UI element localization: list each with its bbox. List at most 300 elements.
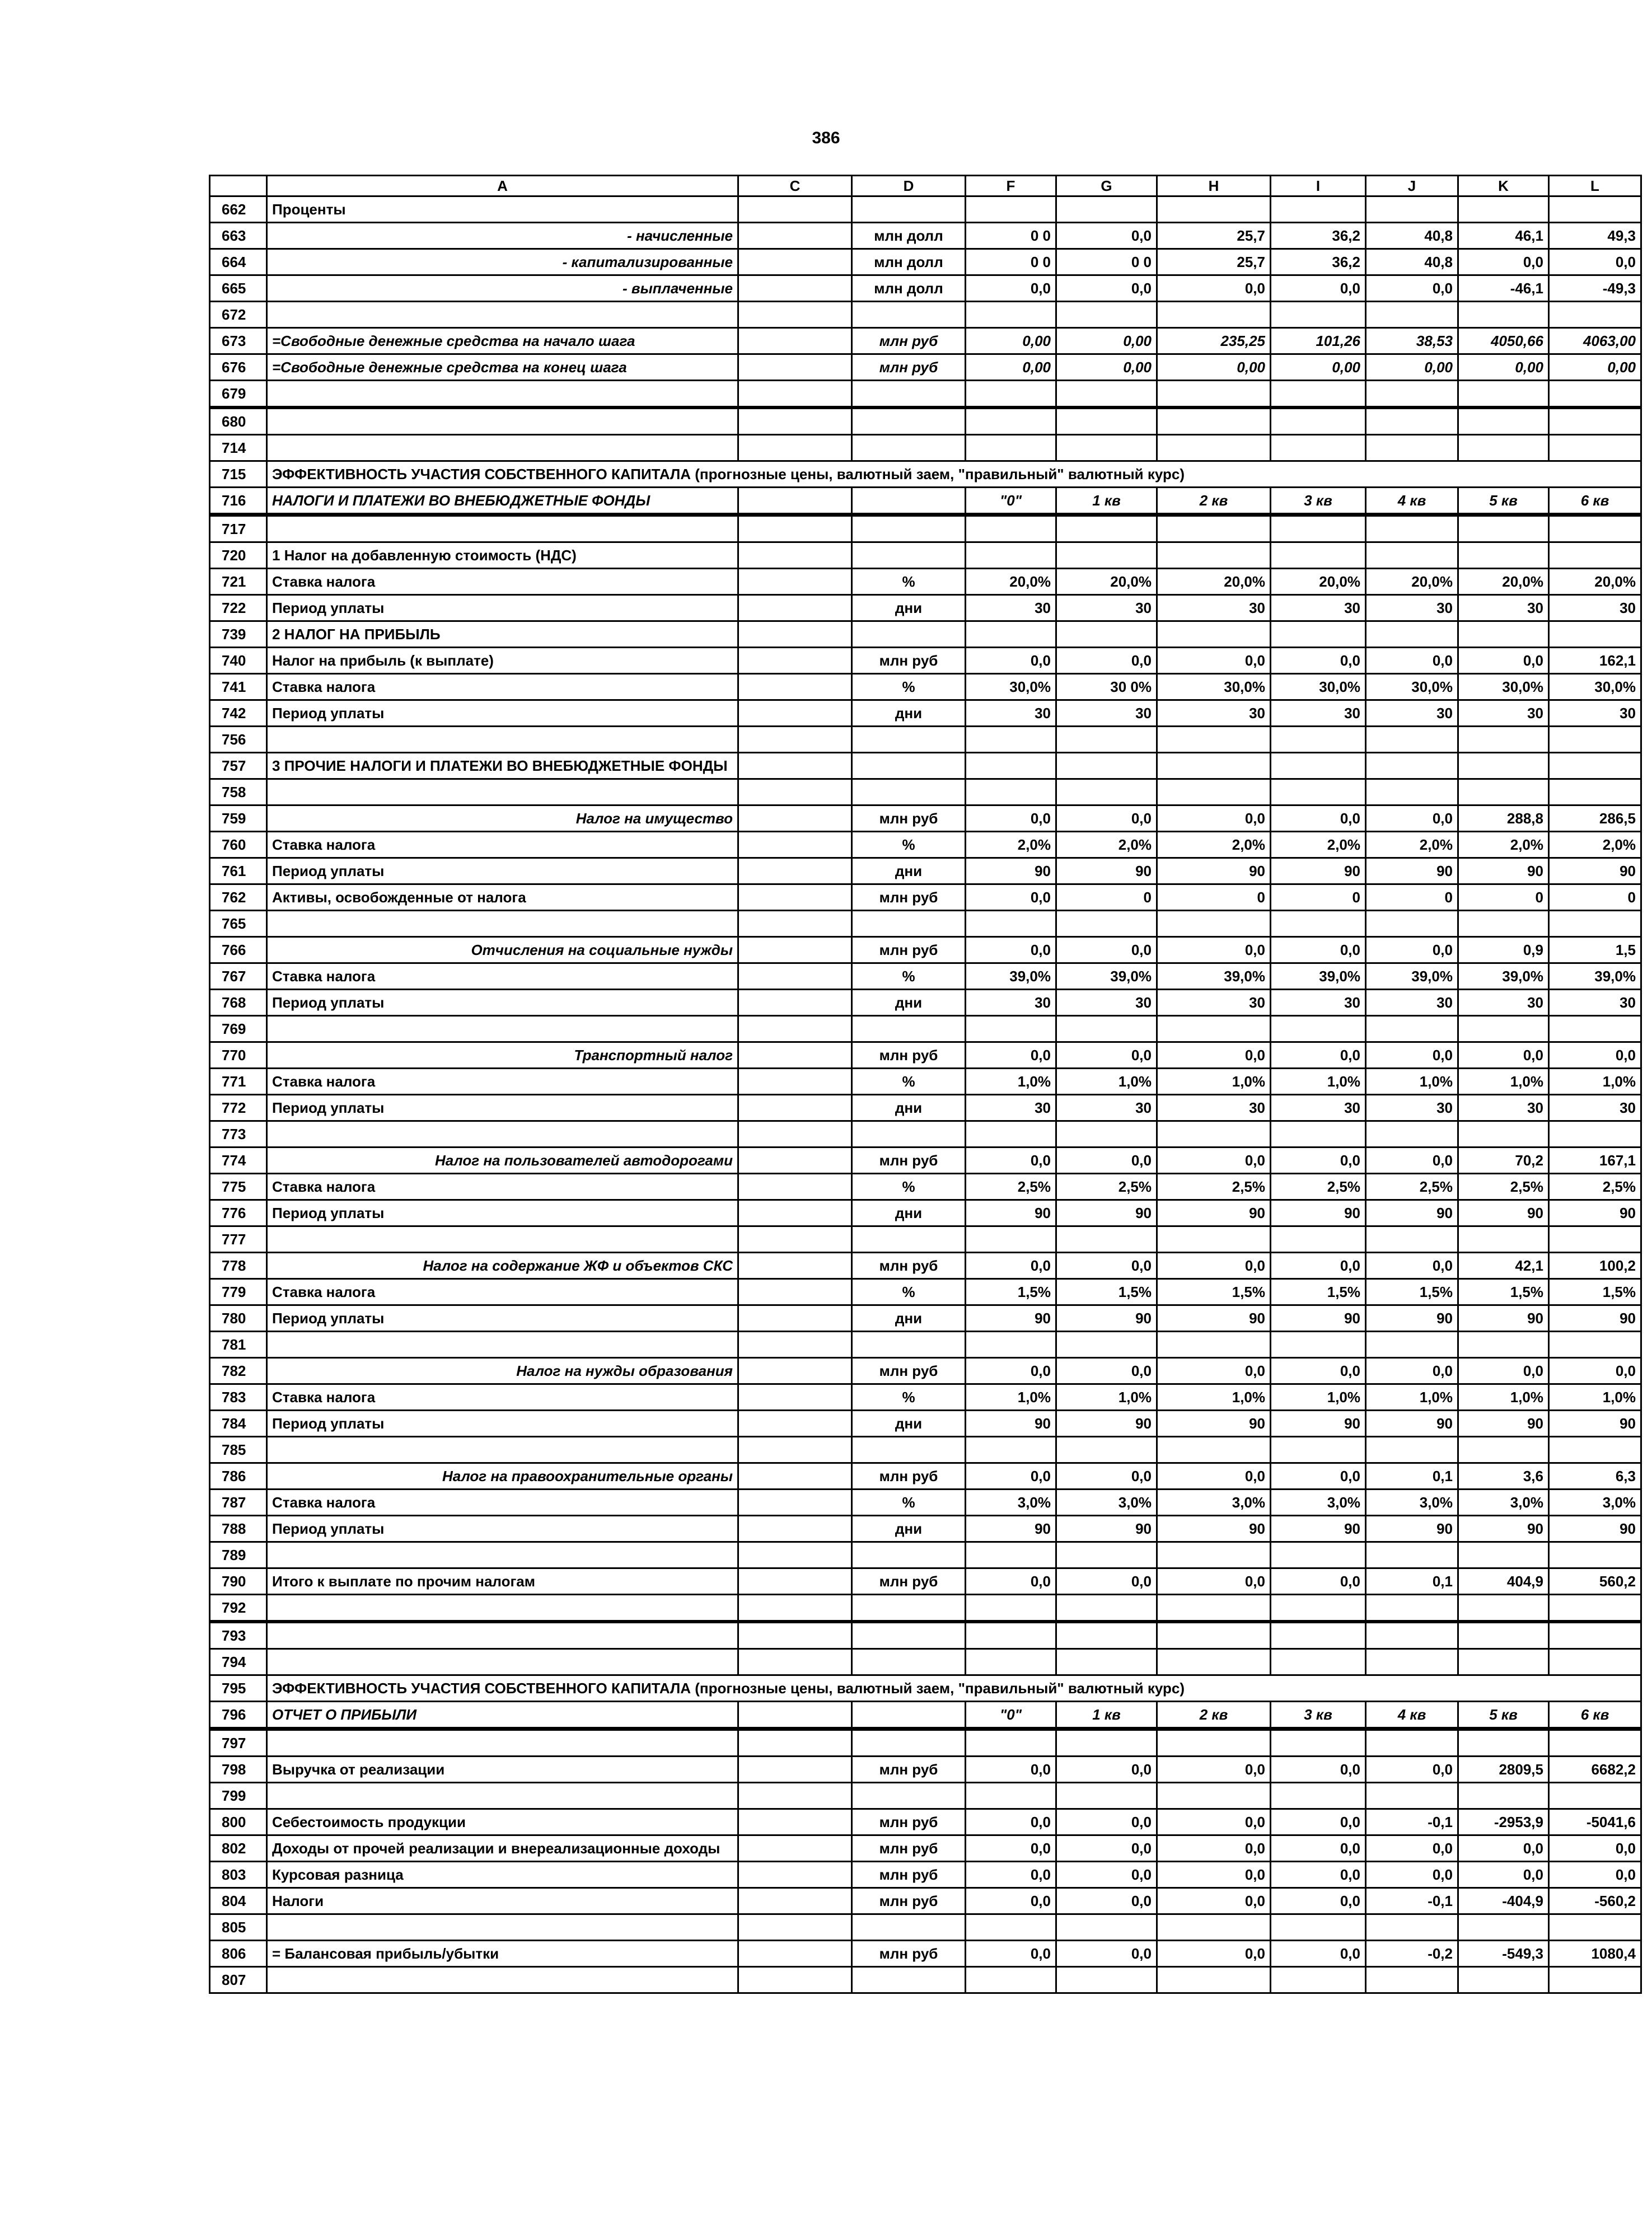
value-cell[interactable] <box>1271 1595 1366 1622</box>
value-cell[interactable] <box>1458 1332 1549 1358</box>
value-cell[interactable]: 0,0 <box>966 1941 1056 1967</box>
value-cell[interactable] <box>1271 1437 1366 1463</box>
value-cell[interactable]: 0,0 <box>966 805 1056 832</box>
value-cell[interactable] <box>1549 1729 1641 1757</box>
value-cell[interactable]: 30 <box>1056 595 1157 621</box>
value-cell[interactable] <box>1157 1226 1271 1253</box>
row-number[interactable]: 672 <box>210 302 267 328</box>
value-cell[interactable] <box>1157 1016 1271 1042</box>
value-cell[interactable] <box>1157 727 1271 753</box>
value-cell[interactable] <box>1458 196 1549 223</box>
value-cell[interactable]: 2,0% <box>1157 832 1271 858</box>
value-cell[interactable]: 30 <box>1271 700 1366 727</box>
row-number[interactable]: 800 <box>210 1809 267 1835</box>
value-cell[interactable]: 0,0 <box>1157 1042 1271 1069</box>
value-cell[interactable]: 36,2 <box>1271 249 1366 275</box>
cell-c[interactable] <box>738 249 852 275</box>
unit-cell[interactable]: млн долл <box>852 223 966 249</box>
row-number[interactable]: 783 <box>210 1384 267 1411</box>
value-cell[interactable]: 1,0% <box>1549 1069 1641 1095</box>
value-cell[interactable]: 39,0% <box>966 963 1056 990</box>
value-cell[interactable] <box>1271 1332 1366 1358</box>
value-cell[interactable]: 0,0 <box>1056 1042 1157 1069</box>
cell-c[interactable] <box>738 488 852 515</box>
value-cell[interactable] <box>966 1542 1056 1568</box>
row-label-cell[interactable] <box>267 1729 738 1757</box>
value-cell[interactable]: 90 <box>1271 1411 1366 1437</box>
cell-c[interactable] <box>738 963 852 990</box>
cell-c[interactable] <box>738 381 852 408</box>
value-cell[interactable] <box>1458 911 1549 937</box>
row-number[interactable]: 762 <box>210 884 267 911</box>
value-cell[interactable]: 1,0% <box>1271 1069 1366 1095</box>
row-number[interactable]: 717 <box>210 515 267 542</box>
value-cell[interactable]: 3,0% <box>1271 1490 1366 1516</box>
value-cell[interactable]: 0,0 <box>1157 1463 1271 1490</box>
value-cell[interactable]: 0,0 <box>966 1358 1056 1384</box>
value-cell[interactable]: 0,0 <box>966 1835 1056 1862</box>
row-label-cell[interactable]: ЭФФЕКТИВНОСТЬ УЧАСТИЯ СОБСТВЕННОГО КАПИТАЛА (прогнозные цены, валютный заем, "правильный" валютный курс) <box>267 1675 1641 1702</box>
value-cell[interactable] <box>1458 1542 1549 1568</box>
value-cell[interactable]: 0 0 <box>966 223 1056 249</box>
value-cell[interactable]: 288,8 <box>1458 805 1549 832</box>
value-cell[interactable]: 0,0 <box>1366 1862 1458 1888</box>
value-cell[interactable] <box>966 515 1056 542</box>
value-cell[interactable]: 25,7 <box>1157 223 1271 249</box>
value-cell[interactable]: 90 <box>1157 858 1271 884</box>
column-header[interactable]: H <box>1157 176 1271 196</box>
value-cell[interactable]: 6,3 <box>1549 1463 1641 1490</box>
value-cell[interactable]: 3,6 <box>1458 1463 1549 1490</box>
unit-cell[interactable]: дни <box>852 700 966 727</box>
value-cell[interactable]: 1,0% <box>1157 1069 1271 1095</box>
value-cell[interactable]: 30 <box>1056 1095 1157 1121</box>
period-header-cell[interactable]: 6 кв <box>1549 1702 1641 1729</box>
value-cell[interactable]: 20,0% <box>1549 569 1641 595</box>
value-cell[interactable] <box>1549 1967 1641 1993</box>
value-cell[interactable]: 1,5% <box>1458 1279 1549 1305</box>
cell-c[interactable] <box>738 223 852 249</box>
value-cell[interactable]: -0,2 <box>1366 1941 1458 1967</box>
value-cell[interactable]: 70,2 <box>1458 1148 1549 1174</box>
cell-c[interactable] <box>738 1016 852 1042</box>
value-cell[interactable]: 0,0 <box>1271 1253 1366 1279</box>
value-cell[interactable]: 90 <box>1549 858 1641 884</box>
unit-cell[interactable] <box>852 1437 966 1463</box>
cell-c[interactable] <box>738 328 852 354</box>
row-label-cell[interactable] <box>267 408 738 435</box>
value-cell[interactable] <box>1271 1649 1366 1675</box>
cell-c[interactable] <box>738 621 852 648</box>
value-cell[interactable]: 0,0 <box>1271 937 1366 963</box>
value-cell[interactable]: 90 <box>1271 1200 1366 1226</box>
row-number[interactable]: 794 <box>210 1649 267 1675</box>
unit-cell[interactable] <box>852 911 966 937</box>
cell-c[interactable] <box>738 1941 852 1967</box>
value-cell[interactable] <box>1056 1967 1157 1993</box>
value-cell[interactable]: 3,0% <box>966 1490 1056 1516</box>
row-number[interactable]: 792 <box>210 1595 267 1622</box>
value-cell[interactable] <box>1458 727 1549 753</box>
value-cell[interactable]: 0,00 <box>1271 354 1366 381</box>
value-cell[interactable]: 2809,5 <box>1458 1757 1549 1783</box>
row-number[interactable]: 777 <box>210 1226 267 1253</box>
row-label-cell[interactable] <box>267 779 738 805</box>
value-cell[interactable] <box>1157 542 1271 569</box>
cell-c[interactable] <box>738 595 852 621</box>
unit-cell[interactable] <box>852 1121 966 1148</box>
value-cell[interactable]: 30,0% <box>966 674 1056 700</box>
value-cell[interactable]: 30 <box>966 700 1056 727</box>
value-cell[interactable] <box>966 1729 1056 1757</box>
unit-cell[interactable] <box>852 381 966 408</box>
unit-cell[interactable] <box>852 753 966 779</box>
value-cell[interactable] <box>1366 381 1458 408</box>
value-cell[interactable] <box>1056 1226 1157 1253</box>
unit-cell[interactable]: дни <box>852 1200 966 1226</box>
value-cell[interactable] <box>1549 753 1641 779</box>
cell-c[interactable] <box>738 1042 852 1069</box>
value-cell[interactable]: 2,0% <box>1366 832 1458 858</box>
value-cell[interactable]: 0,0 <box>1271 1568 1366 1595</box>
row-number[interactable]: 781 <box>210 1332 267 1358</box>
row-label-cell[interactable]: Период уплаты <box>267 595 738 621</box>
value-cell[interactable]: 100,2 <box>1549 1253 1641 1279</box>
cell-c[interactable] <box>738 275 852 302</box>
value-cell[interactable]: 2,5% <box>1157 1174 1271 1200</box>
unit-cell[interactable] <box>852 621 966 648</box>
row-number[interactable]: 798 <box>210 1757 267 1783</box>
value-cell[interactable]: 0,00 <box>966 328 1056 354</box>
row-number[interactable]: 784 <box>210 1411 267 1437</box>
value-cell[interactable]: 0,0 <box>1056 1809 1157 1835</box>
unit-cell[interactable]: дни <box>852 595 966 621</box>
value-cell[interactable] <box>966 1622 1056 1649</box>
value-cell[interactable] <box>1366 1542 1458 1568</box>
cell-c[interactable] <box>738 884 852 911</box>
value-cell[interactable]: 0,0 <box>1157 1757 1271 1783</box>
cell-c[interactable] <box>738 648 852 674</box>
value-cell[interactable]: 1,5% <box>1366 1279 1458 1305</box>
row-number[interactable]: 774 <box>210 1148 267 1174</box>
value-cell[interactable]: 3,0% <box>1056 1490 1157 1516</box>
value-cell[interactable]: 90 <box>1366 1411 1458 1437</box>
unit-cell[interactable]: млн долл <box>852 275 966 302</box>
unit-cell[interactable]: % <box>852 1069 966 1095</box>
unit-cell[interactable]: % <box>852 963 966 990</box>
row-label-cell[interactable]: Налог на имущество <box>267 805 738 832</box>
value-cell[interactable]: 0,0 <box>966 1757 1056 1783</box>
value-cell[interactable] <box>1549 408 1641 435</box>
value-cell[interactable] <box>1366 1649 1458 1675</box>
row-label-cell[interactable]: Налоги <box>267 1888 738 1914</box>
value-cell[interactable]: 90 <box>966 1200 1056 1226</box>
row-number[interactable]: 742 <box>210 700 267 727</box>
value-cell[interactable] <box>966 1437 1056 1463</box>
row-number[interactable]: 779 <box>210 1279 267 1305</box>
row-label-cell[interactable]: Период уплаты <box>267 858 738 884</box>
value-cell[interactable] <box>1366 753 1458 779</box>
value-cell[interactable] <box>1549 911 1641 937</box>
row-label-cell[interactable]: Отчисления на социальные нужды <box>267 937 738 963</box>
unit-cell[interactable]: млн руб <box>852 1568 966 1595</box>
value-cell[interactable]: 20,0% <box>1056 569 1157 595</box>
row-number[interactable]: 787 <box>210 1490 267 1516</box>
value-cell[interactable]: 0,0 <box>1271 805 1366 832</box>
value-cell[interactable] <box>1366 1226 1458 1253</box>
value-cell[interactable]: 0,0 <box>1157 648 1271 674</box>
value-cell[interactable]: 90 <box>1458 1411 1549 1437</box>
value-cell[interactable] <box>1056 381 1157 408</box>
unit-cell[interactable] <box>852 435 966 461</box>
value-cell[interactable] <box>1458 542 1549 569</box>
value-cell[interactable]: 0,0 <box>1366 1148 1458 1174</box>
value-cell[interactable]: 1,5 <box>1549 937 1641 963</box>
value-cell[interactable]: 0,0 <box>1056 1148 1157 1174</box>
row-number[interactable]: 772 <box>210 1095 267 1121</box>
value-cell[interactable] <box>1056 196 1157 223</box>
value-cell[interactable]: 235,25 <box>1157 328 1271 354</box>
cell-c[interactable] <box>738 515 852 542</box>
row-number[interactable]: 741 <box>210 674 267 700</box>
value-cell[interactable]: 30 <box>1458 1095 1549 1121</box>
value-cell[interactable]: 1,5% <box>1056 1279 1157 1305</box>
value-cell[interactable] <box>1056 1649 1157 1675</box>
value-cell[interactable]: 90 <box>1458 1516 1549 1542</box>
row-label-cell[interactable] <box>267 1967 738 1993</box>
row-number[interactable]: 795 <box>210 1675 267 1702</box>
value-cell[interactable]: 1,0% <box>1157 1384 1271 1411</box>
value-cell[interactable]: 90 <box>966 858 1056 884</box>
value-cell[interactable]: 560,2 <box>1549 1568 1641 1595</box>
row-number[interactable]: 776 <box>210 1200 267 1226</box>
row-label-cell[interactable] <box>267 1914 738 1941</box>
value-cell[interactable]: 90 <box>1157 1516 1271 1542</box>
value-cell[interactable]: 0,0 <box>1056 223 1157 249</box>
row-number[interactable]: 756 <box>210 727 267 753</box>
value-cell[interactable]: 0,0 <box>1056 275 1157 302</box>
cell-c[interactable] <box>738 1253 852 1279</box>
row-number[interactable]: 721 <box>210 569 267 595</box>
row-number[interactable]: 740 <box>210 648 267 674</box>
row-label-cell[interactable]: - выплаченные <box>267 275 738 302</box>
unit-cell[interactable]: % <box>852 1279 966 1305</box>
value-cell[interactable]: 2,5% <box>1458 1174 1549 1200</box>
value-cell[interactable]: 0,00 <box>966 354 1056 381</box>
unit-cell[interactable] <box>852 1967 966 1993</box>
value-cell[interactable] <box>1549 542 1641 569</box>
value-cell[interactable]: 0,0 <box>1549 1042 1641 1069</box>
value-cell[interactable]: -2953,9 <box>1458 1809 1549 1835</box>
row-number[interactable]: 761 <box>210 858 267 884</box>
value-cell[interactable]: 0,0 <box>1157 805 1271 832</box>
value-cell[interactable]: 1,0% <box>966 1069 1056 1095</box>
row-label-cell[interactable]: - начисленные <box>267 223 738 249</box>
value-cell[interactable]: 1,0% <box>1458 1069 1549 1095</box>
row-label-cell[interactable]: Ставка налога <box>267 1174 738 1200</box>
row-number[interactable]: 804 <box>210 1888 267 1914</box>
row-number[interactable]: 771 <box>210 1069 267 1095</box>
row-number[interactable]: 797 <box>210 1729 267 1757</box>
row-label-cell[interactable]: Доходы от прочей реализации и внереализационные доходы <box>267 1835 738 1862</box>
value-cell[interactable]: 30 <box>1549 1095 1641 1121</box>
unit-cell[interactable]: % <box>852 1174 966 1200</box>
value-cell[interactable] <box>1549 1226 1641 1253</box>
unit-cell[interactable]: % <box>852 1384 966 1411</box>
unit-cell[interactable] <box>852 1016 966 1042</box>
value-cell[interactable]: 0,0 <box>1157 1253 1271 1279</box>
row-label-cell[interactable] <box>267 302 738 328</box>
row-label-cell[interactable]: Период уплаты <box>267 700 738 727</box>
value-cell[interactable] <box>1549 1016 1641 1042</box>
value-cell[interactable]: 0 <box>1458 884 1549 911</box>
value-cell[interactable]: 0,0 <box>966 1463 1056 1490</box>
value-cell[interactable]: 30,0% <box>1366 674 1458 700</box>
row-label-cell[interactable]: Ставка налога <box>267 1069 738 1095</box>
value-cell[interactable]: 49,3 <box>1549 223 1641 249</box>
row-number[interactable]: 793 <box>210 1622 267 1649</box>
value-cell[interactable]: 0,0 <box>966 884 1056 911</box>
value-cell[interactable]: 1,0% <box>966 1384 1056 1411</box>
cell-c[interactable] <box>738 1490 852 1516</box>
row-number[interactable]: 673 <box>210 328 267 354</box>
value-cell[interactable]: 0,0 <box>1271 1042 1366 1069</box>
value-cell[interactable] <box>1271 302 1366 328</box>
row-label-cell[interactable] <box>267 1649 738 1675</box>
value-cell[interactable]: 39,0% <box>1366 963 1458 990</box>
row-label-cell[interactable] <box>267 515 738 542</box>
value-cell[interactable] <box>1366 435 1458 461</box>
row-number[interactable]: 720 <box>210 542 267 569</box>
value-cell[interactable]: 0 <box>1157 884 1271 911</box>
value-cell[interactable]: 90 <box>966 1305 1056 1332</box>
unit-cell[interactable] <box>852 302 966 328</box>
value-cell[interactable] <box>966 1967 1056 1993</box>
row-label-cell[interactable]: - капитализированные <box>267 249 738 275</box>
value-cell[interactable] <box>1458 515 1549 542</box>
row-number[interactable]: 663 <box>210 223 267 249</box>
value-cell[interactable] <box>1458 1967 1549 1993</box>
unit-cell[interactable]: млн руб <box>852 1941 966 1967</box>
cell-c[interactable] <box>738 753 852 779</box>
value-cell[interactable]: 90 <box>1366 1200 1458 1226</box>
value-cell[interactable]: 0,0 <box>1271 1835 1366 1862</box>
cell-c[interactable] <box>738 858 852 884</box>
value-cell[interactable] <box>1549 1121 1641 1148</box>
value-cell[interactable] <box>1056 515 1157 542</box>
value-cell[interactable]: 0,00 <box>1157 354 1271 381</box>
value-cell[interactable]: 90 <box>1157 1200 1271 1226</box>
row-label-cell[interactable]: =Свободные денежные средства на начало шага <box>267 328 738 354</box>
row-label-cell[interactable]: 2 НАЛОГ НА ПРИБЫЛЬ <box>267 621 738 648</box>
value-cell[interactable]: -0,1 <box>1366 1888 1458 1914</box>
value-cell[interactable] <box>966 1121 1056 1148</box>
unit-cell[interactable] <box>852 1542 966 1568</box>
value-cell[interactable]: 0,0 <box>1458 1358 1549 1384</box>
row-number[interactable]: 665 <box>210 275 267 302</box>
unit-cell[interactable] <box>852 1783 966 1809</box>
value-cell[interactable]: 0,0 <box>966 1148 1056 1174</box>
value-cell[interactable]: 30 <box>1549 700 1641 727</box>
value-cell[interactable] <box>1157 1967 1271 1993</box>
row-label-cell[interactable] <box>267 1226 738 1253</box>
value-cell[interactable] <box>1271 196 1366 223</box>
row-label-cell[interactable]: Период уплаты <box>267 990 738 1016</box>
value-cell[interactable] <box>1271 1622 1366 1649</box>
row-number[interactable]: 803 <box>210 1862 267 1888</box>
value-cell[interactable]: 1,5% <box>966 1279 1056 1305</box>
row-label-cell[interactable] <box>267 911 738 937</box>
row-label-cell[interactable] <box>267 381 738 408</box>
unit-cell[interactable]: млн руб <box>852 884 966 911</box>
value-cell[interactable] <box>1056 1016 1157 1042</box>
unit-cell[interactable]: дни <box>852 1095 966 1121</box>
value-cell[interactable] <box>1271 1121 1366 1148</box>
value-cell[interactable]: 2,0% <box>1549 832 1641 858</box>
value-cell[interactable]: 90 <box>1271 858 1366 884</box>
value-cell[interactable] <box>1157 1332 1271 1358</box>
cell-c[interactable] <box>738 196 852 223</box>
value-cell[interactable]: 0 <box>1366 884 1458 911</box>
value-cell[interactable]: 0,0 <box>1056 1463 1157 1490</box>
row-label-cell[interactable]: Период уплаты <box>267 1095 738 1121</box>
row-number[interactable]: 769 <box>210 1016 267 1042</box>
cell-c[interactable] <box>738 1174 852 1200</box>
unit-cell[interactable] <box>852 408 966 435</box>
value-cell[interactable]: 90 <box>1271 1305 1366 1332</box>
value-cell[interactable]: 2,5% <box>966 1174 1056 1200</box>
cell-c[interactable] <box>738 1069 852 1095</box>
value-cell[interactable] <box>1271 381 1366 408</box>
unit-cell[interactable] <box>852 1622 966 1649</box>
value-cell[interactable] <box>966 1783 1056 1809</box>
value-cell[interactable]: 0,0 <box>1056 1757 1157 1783</box>
value-cell[interactable]: 39,0% <box>1271 963 1366 990</box>
value-cell[interactable]: 0,0 <box>1271 1358 1366 1384</box>
value-cell[interactable]: 0,0 <box>1458 648 1549 674</box>
row-label-cell[interactable]: Период уплаты <box>267 1516 738 1542</box>
value-cell[interactable]: 0,0 <box>1157 1888 1271 1914</box>
value-cell[interactable]: 0,0 <box>1271 1463 1366 1490</box>
cell-c[interactable] <box>738 937 852 963</box>
value-cell[interactable] <box>1366 779 1458 805</box>
unit-cell[interactable]: % <box>852 1490 966 1516</box>
unit-cell[interactable] <box>852 1649 966 1675</box>
cell-c[interactable] <box>738 1226 852 1253</box>
value-cell[interactable]: 90 <box>1366 1516 1458 1542</box>
value-cell[interactable]: 0,0 <box>1366 1042 1458 1069</box>
cell-c[interactable] <box>738 1305 852 1332</box>
value-cell[interactable] <box>966 1649 1056 1675</box>
value-cell[interactable]: 30 <box>1157 1095 1271 1121</box>
value-cell[interactable]: 39,0% <box>1056 963 1157 990</box>
row-number[interactable]: 715 <box>210 461 267 488</box>
value-cell[interactable] <box>1157 1649 1271 1675</box>
row-number[interactable]: 757 <box>210 753 267 779</box>
value-cell[interactable] <box>1366 1622 1458 1649</box>
value-cell[interactable] <box>1458 1226 1549 1253</box>
value-cell[interactable] <box>1458 1622 1549 1649</box>
column-header[interactable] <box>210 176 267 196</box>
value-cell[interactable] <box>1271 408 1366 435</box>
value-cell[interactable]: 90 <box>1157 1411 1271 1437</box>
value-cell[interactable]: 0,00 <box>1056 354 1157 381</box>
value-cell[interactable]: -46,1 <box>1458 275 1549 302</box>
unit-cell[interactable]: млн руб <box>852 1148 966 1174</box>
value-cell[interactable]: 39,0% <box>1458 963 1549 990</box>
row-label-cell[interactable] <box>267 1016 738 1042</box>
value-cell[interactable]: 4063,00 <box>1549 328 1641 354</box>
